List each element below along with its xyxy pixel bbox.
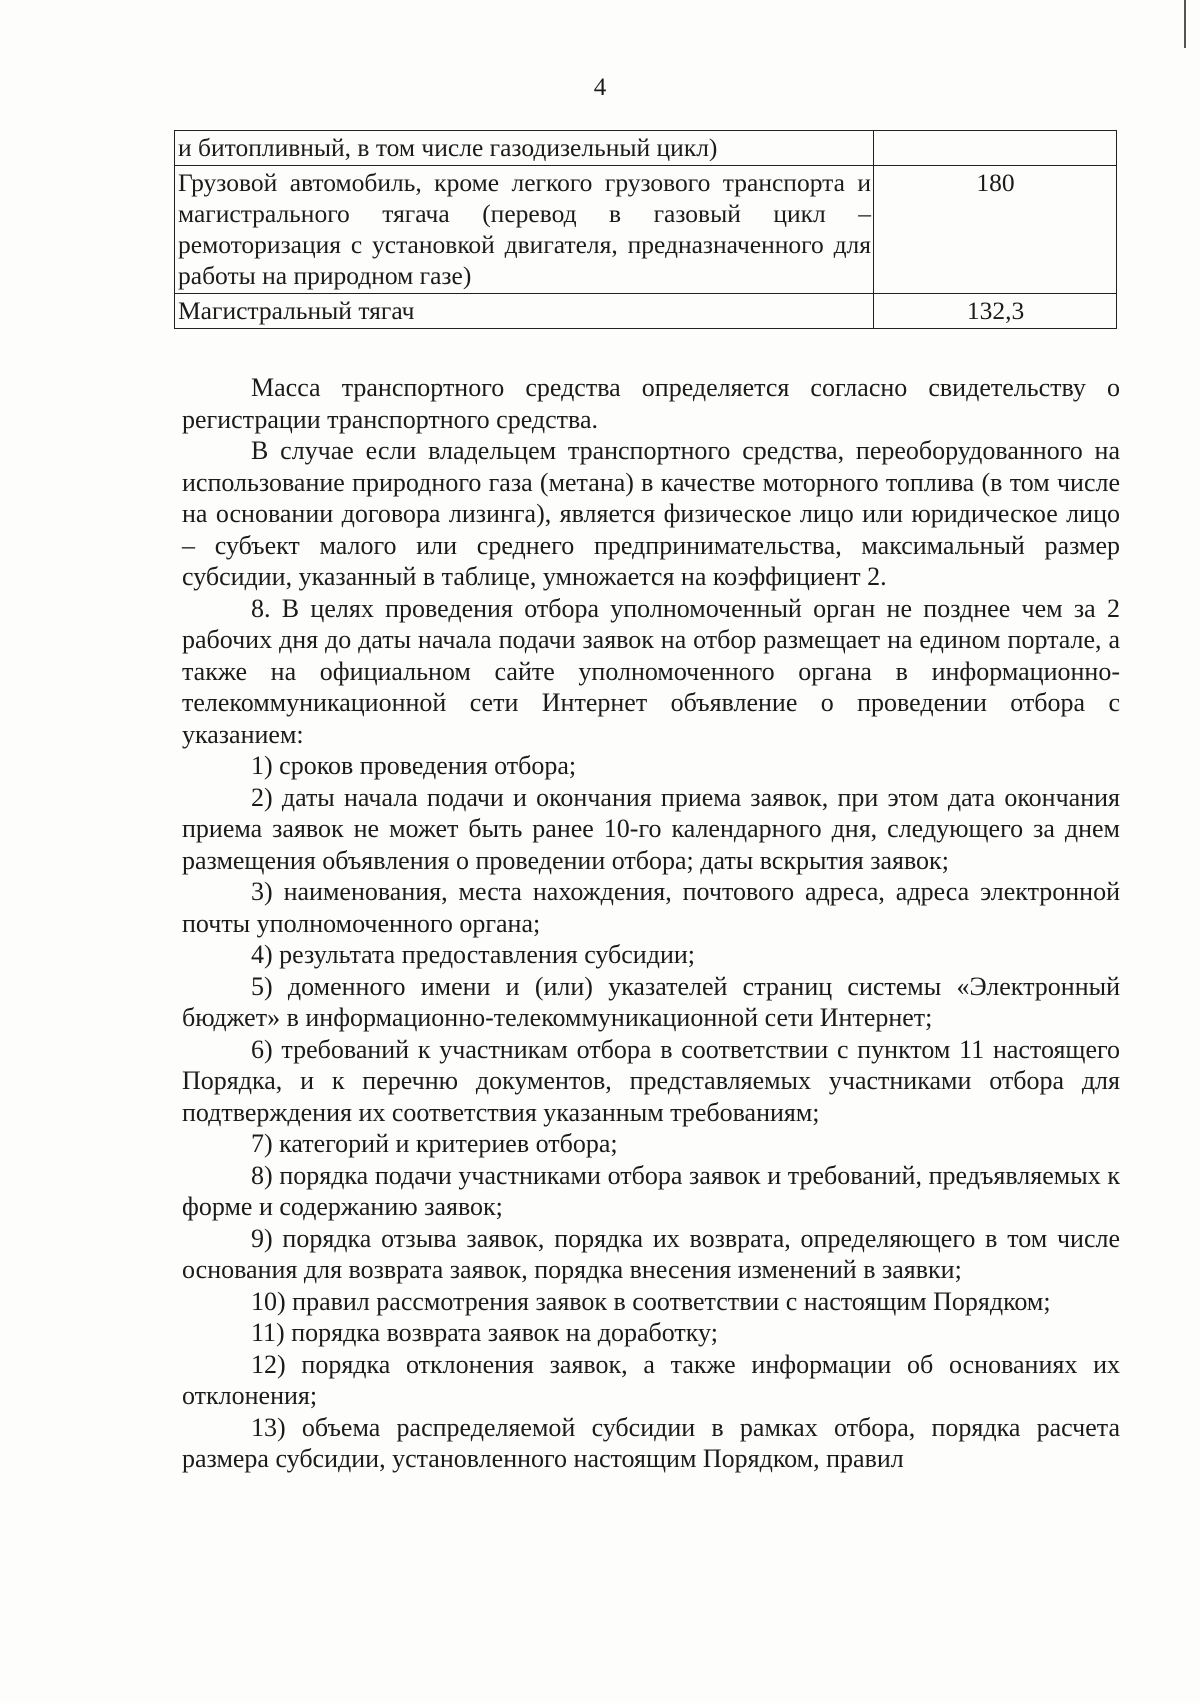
subsidy-rates-table	[174, 130, 1117, 329]
list-item: 8) порядка подачи участниками отбора заявок и требований, предъявляемых к форме и содержанию заявок;	[182, 1160, 1120, 1221]
list-item: 12) порядка отклонения заявок, а также информации об основаниях их отклонения;	[182, 1349, 1120, 1410]
list-item: 3) наименования, места нахождения, почтового адреса, адреса электронной почты уполномоченного органа;	[182, 877, 1120, 938]
paragraph: Масса транспортного средства определяется согласно свидетельству о регистрации транспортного средства.	[182, 373, 1120, 434]
table-cell-amount	[874, 131, 1117, 166]
table-row	[175, 294, 1117, 329]
paragraph: В случае если владельцем транспортного средства, переоборудованного на использование природного газа (метана) в качестве моторного топлива (в том числе на основании договора лизинга), является физическое лицо или юридическое лицо – субъект малого или среднего предпринимательства, максимальный размер субсидии, указанный в таблице, умножается на коэффициент 2.	[182, 436, 1120, 591]
list-item: 9) порядка отзыва заявок, порядка их возврата, определяющего в том числе основания для возврата заявок, порядка внесения изменений в заявки;	[182, 1223, 1120, 1284]
table-cell-amount: 180	[874, 166, 1117, 294]
list-item: 10) правил рассмотрения заявок в соответствии с настоящим Порядком;	[251, 1286, 1051, 1316]
list-item: 11) порядка возврата заявок на доработку;	[251, 1318, 718, 1347]
list-item: 1) сроков проведения отбора;	[251, 751, 577, 780]
table-row	[175, 166, 1117, 294]
page-number: 4	[593, 74, 607, 101]
list-item: 7) категорий и критериев отбора;	[251, 1129, 618, 1158]
table-cell-vehicle: Магистральный тягач	[175, 294, 874, 329]
table-cell-vehicle: и битопливный, в том числе газодизельный цикл)	[175, 131, 874, 166]
list-item: 2) даты начала подачи и окончания приема заявок, при этом дата окончания приема заявок не может быть ранее 10-го календарного дня, следующего за днем размещения объявления о проведении отбора; даты вскрытия заявок;	[182, 782, 1120, 875]
list-item: 4) результата предоставления субсидии;	[251, 940, 696, 969]
list-item: 13) объема распределяемой субсидии в рамках отбора, порядка расчета размера субсидии, установленного настоящим Порядком, правил	[182, 1412, 1120, 1473]
scan-edge-mark	[1184, 0, 1186, 48]
document-body	[182, 372, 1120, 1475]
list-item: 5) доменного имени и (или) указателей страниц системы «Электронный бюджет» в информационно-телекоммуникационной сети Интернет;	[182, 971, 1120, 1032]
table-row	[175, 131, 1117, 166]
list-item: 6) требований к участникам отбора в соответствии с пунктом 11 настоящего Порядка, и к перечню документов, представляемых участниками отбора для подтверждения их соответствия указанным требованиям;	[182, 1034, 1120, 1127]
table-cell-vehicle: Грузовой автомобиль, кроме легкого грузового транспорта и магистрального тягача (перевод в газовый цикл – ремоторизация с установкой двигателя, предназначенного для работы на природном газе)	[175, 166, 874, 294]
table-cell-amount: 132,3	[874, 294, 1117, 329]
paragraph: 8. В целях проведения отбора уполномоченный орган не позднее чем за 2 рабочих дня до даты начала подачи заявок на отбор размещает на едином портале, а также на официальном сайте уполномоченного органа в информационно-телекоммуникационной сети Интернет объявление о проведении отбора с указанием:	[182, 593, 1120, 749]
